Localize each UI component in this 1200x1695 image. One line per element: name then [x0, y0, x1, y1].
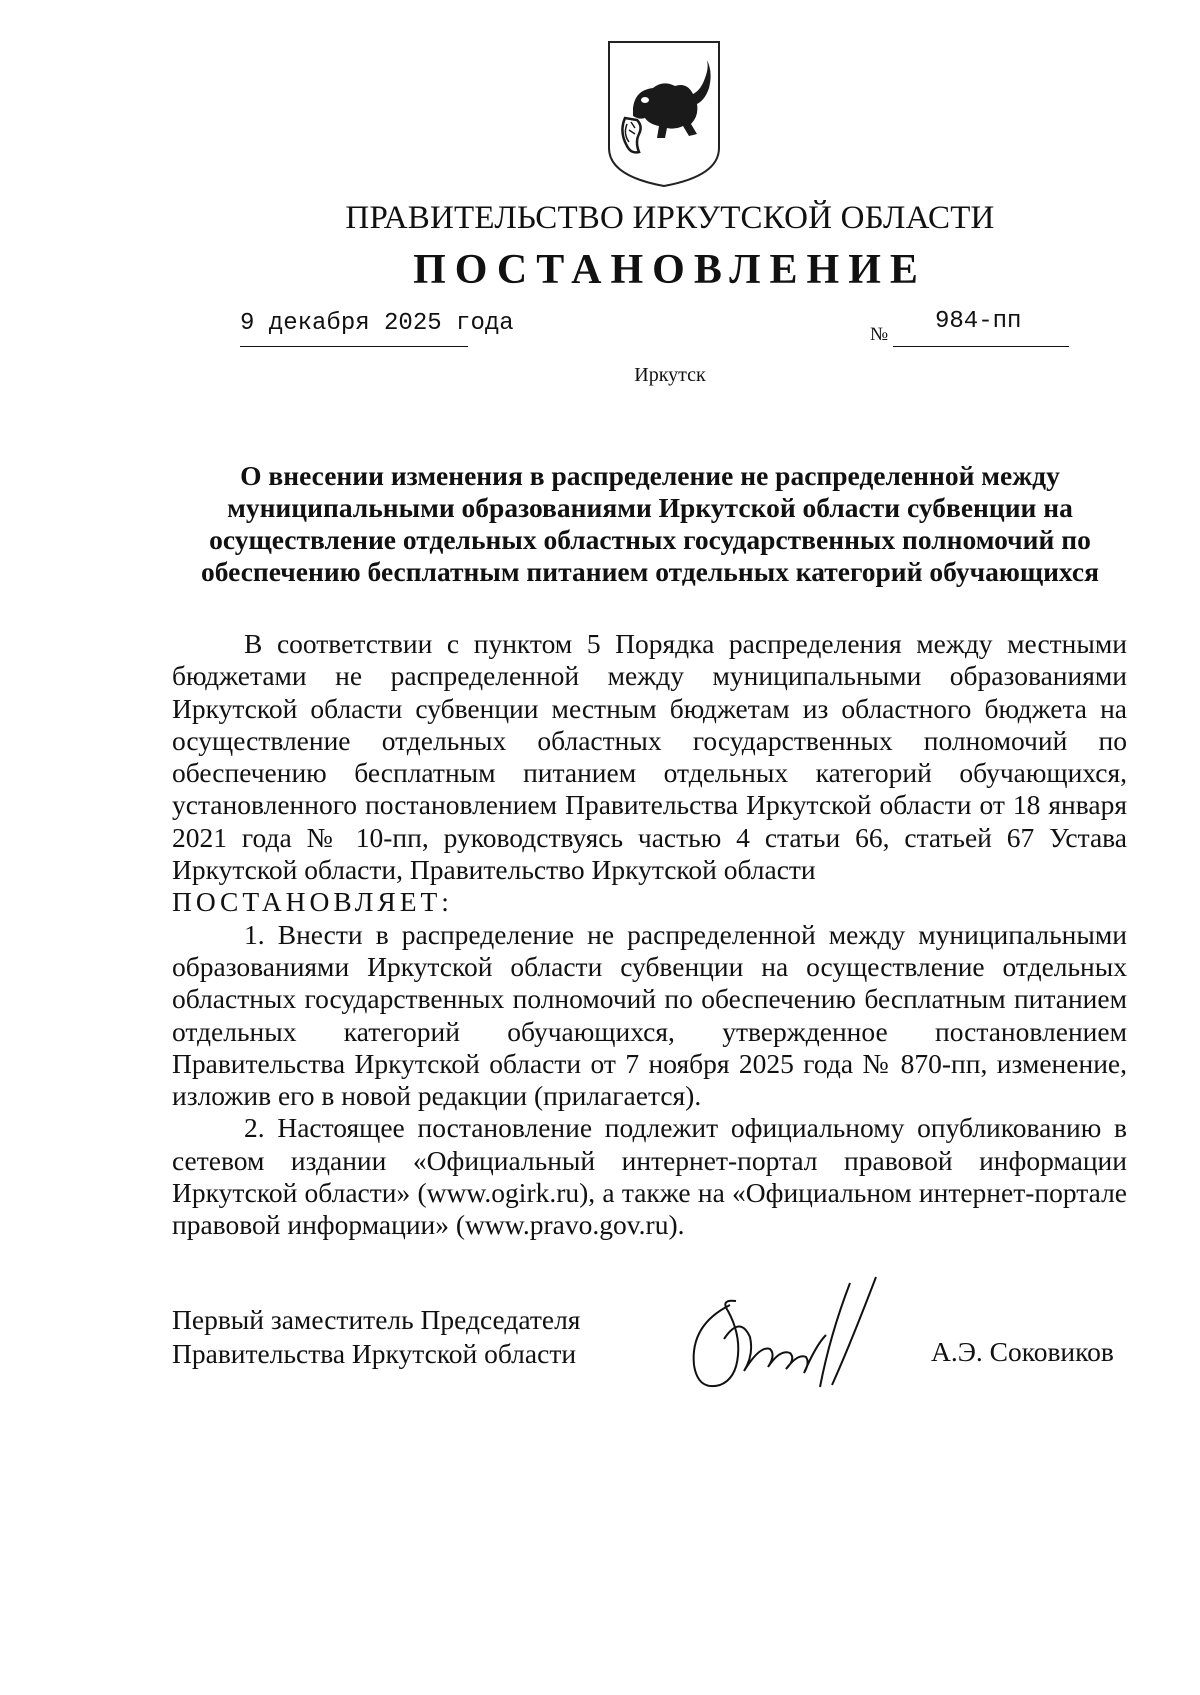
- government-name: ПРАВИТЕЛЬСТВО ИРКУТСКОЙ ОБЛАСТИ: [345, 200, 995, 236]
- item-2-paragraph: 2. Настоящее постановление подлежит официальному опубликованию в сетевом издании «Официальный интернет-портал правовой информации Иркутской области» (www.ogirk.ru), а также на «Официальном интернет-портале правовой информации» (www.pravo.gov.ru).: [172, 1112, 1127, 1241]
- document-date: 9 декабря 2025 года: [240, 310, 514, 337]
- date-underline: [240, 346, 468, 347]
- document-number: 984-пп: [935, 308, 1022, 335]
- handwritten-signature-icon: [680, 1275, 890, 1400]
- preamble-paragraph: В соответствии с пунктом 5 Порядка распределения между местными бюджетами не распределенной между муниципальными образованиями Иркутской области субвенции местным бюджетам из областного бюджета на осуществление отдельных областных государственных полномочий по обеспечению бесплатным питанием отдельных категорий обучающихся, установленного постановлением Правительства Иркутской области от 18 января 2021 года № 10-пп, руководствуясь частью 4 статьи 66, статьей 67 Устава Иркутской области, Правительство Иркутской области: [172, 628, 1127, 886]
- number-underline: [893, 346, 1069, 347]
- signatory-position: [172, 1303, 580, 1371]
- coat-of-arms-icon: [605, 38, 723, 190]
- position-line-1: Первый заместитель Председателя: [172, 1304, 581, 1335]
- item-1-paragraph: 1. Внести в распределение не распределенной между муниципальными образованиями Иркутской области субвенции на осуществление отдельных областных государственных полномочий по обеспечению бесплатным питанием отдельных категорий обучающихся, утвержденное постановлением Правительства Иркутской области от 7 ноября 2025 года № 870-пп, изменение, изложив его в новой редакции (прилагается).: [172, 918, 1127, 1112]
- document-type: ПОСТАНОВЛЕНИЕ: [413, 247, 927, 293]
- city-name: Иркутск: [634, 364, 706, 386]
- document-title: О внесении изменения в распределение не распределенной между муниципальными образованиями Иркутской области субвенции на осуществление отдельных областных государственных полномочий по обеспечению бесплатным питанием отдельных категорий обучающихся: [201, 460, 1099, 587]
- signatory-name: А.Э. Соковиков: [931, 1336, 1114, 1367]
- document-body: [172, 628, 1127, 1242]
- number-sign: №: [870, 324, 889, 345]
- position-line-2: Правительства Иркутской области: [172, 1338, 577, 1369]
- decides-heading: ПОСТАНОВЛЯЕТ:: [172, 886, 453, 918]
